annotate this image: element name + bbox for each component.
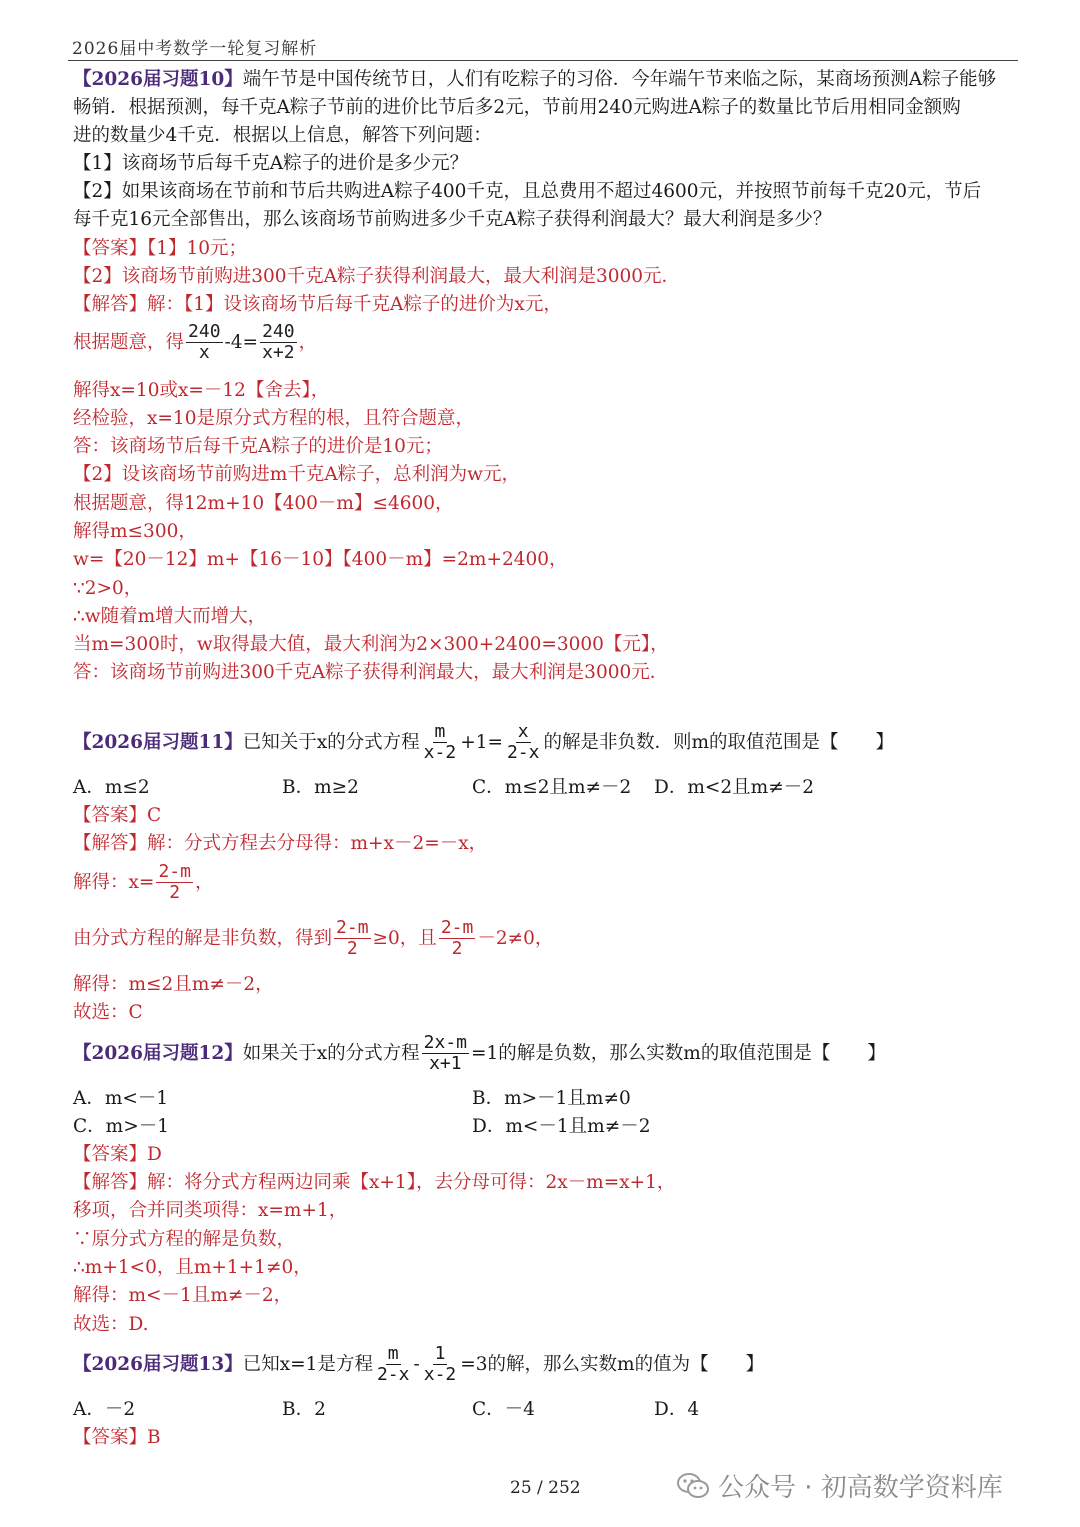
p13-q-mid: -: [413, 1353, 420, 1375]
watermark-text: 公众号 · 初高数学资料库: [718, 1473, 1003, 1503]
p10-line2: 畅销．根据预测，每千克A粽子节前的进价比节后多2元，节前用240元购进A粽子的数量比节后用相同金额购: [73, 97, 961, 118]
p10-sol2-pre: 根据题意，得: [73, 331, 185, 353]
p13-option-c: C．－4: [472, 1399, 535, 1420]
p10-sol13: 答：该商场节前购进300千克A粽子获得利润最大，最大利润是3000元．: [73, 662, 669, 683]
p10-sol10: ∵2>0，: [73, 578, 143, 599]
p10-line3: 进的数量少4千克．根据以上信息，解答下列问题：: [73, 125, 492, 146]
p11-s3-den1: 2: [346, 938, 358, 959]
p11-f1-den: x-2: [423, 742, 457, 763]
p11-q-mid: +1=: [460, 731, 503, 753]
p11-s2-den: 2: [169, 882, 181, 903]
p11-sol3-mid: ≥0，且: [372, 927, 437, 949]
p11-s3-num1: 2-m: [336, 917, 369, 938]
p11-sol2: [73, 862, 213, 903]
p11-s3-den2: 2: [451, 938, 463, 959]
p10-sol1: 【解答】解：【1】设该商场节后每千克A粽子的进价为x元，: [73, 294, 562, 315]
p12-answer: 【答案】D: [73, 1144, 162, 1165]
p11-sol2-pre: 解得：x=: [73, 871, 155, 893]
p10-sol9: w=【20－12】m+【16－10】【400－m】=2m+2400，: [73, 549, 568, 570]
p10-answer2: 【2】该商场节前购进300千克A粽子获得利润最大，最大利润是3000元．: [73, 266, 681, 287]
p11-s2-num: 2-m: [158, 861, 191, 882]
p10-tag: 【2026届习题10】: [73, 69, 243, 90]
p11-s3-num2: 2-m: [440, 917, 474, 938]
p11-answer: 【答案】C: [73, 805, 162, 826]
p13-option-d: D．4: [654, 1399, 700, 1420]
p13-q-post: =3的解，那么实数m的值为【 】: [460, 1353, 765, 1375]
p12-q-pre: 如果关于x的分式方程: [242, 1042, 420, 1064]
p12-f-num: 2x-m: [423, 1032, 468, 1053]
p10-line1: [73, 68, 996, 92]
p13-question: [73, 1344, 764, 1385]
p11-option-c: C．m≤2且m≠－2: [472, 777, 632, 798]
p11-sol3-fraction1: [334, 918, 371, 959]
p13-fraction2: [422, 1344, 459, 1385]
p12-option-a: A．m<－1: [73, 1088, 169, 1109]
p10-sol2-post: ，: [298, 331, 318, 353]
p13-fraction1: [375, 1344, 412, 1385]
p12-fraction: [422, 1033, 469, 1074]
p13-f2-num: 1: [434, 1343, 446, 1364]
header-divider: [68, 60, 1018, 61]
p11-f1-num: m: [434, 721, 446, 742]
p13-q-pre: 已知x=1是方程: [242, 1353, 373, 1375]
p12-q-post: =1的解是负数，那么实数m的取值范围是【 】: [471, 1042, 886, 1064]
p11-sol5: 故选：C: [73, 1002, 143, 1023]
p10-sol6: 【2】设该商场节前购进m千克A粽子，总利润为w元，: [73, 464, 521, 485]
p12-tag: 【2026届习题12】: [73, 1042, 243, 1064]
p12-option-d: D．m<－1且m≠－2: [472, 1116, 651, 1137]
p11-fraction1: [422, 722, 459, 763]
p12-sol2: 移项，合并同类项得：x=m+1，: [73, 1200, 348, 1221]
p12-sol6: 故选：D.: [73, 1314, 149, 1335]
p11-sol1: 【解答】解：分式方程去分母得：m+x－2=－x，: [73, 833, 488, 854]
page-number: 25 / 252: [510, 1478, 581, 1498]
p12-sol5: 解得：m<－1且m≠－2，: [73, 1285, 293, 1306]
p11-option-b: B．m≥2: [282, 777, 359, 798]
p11-sol3-pre: 由分式方程的解是非负数，得到: [73, 927, 333, 949]
p10-f1-num: 240: [188, 321, 221, 342]
p13-option-b: B．2: [282, 1399, 326, 1420]
p10-fraction2: [260, 322, 297, 363]
p13-option-a: A．－2: [73, 1399, 136, 1420]
p13-answer: 【答案】B: [73, 1427, 161, 1448]
p10-sol12: 当m=300时，w取得最大值，最大利润为2×300+2400=3000【元】，: [73, 634, 669, 655]
p10-sol7: 根据题意，得12m+10【400－m】≤4600，: [73, 493, 454, 514]
p10-sol5: 答：该商场节后每千克A粽子的进价是10元；: [73, 436, 443, 457]
p11-sol3: [73, 918, 553, 959]
p12-option-b: B．m>－1且m≠0: [472, 1088, 631, 1109]
page-header-title: 2026届中考数学一轮复习解析: [72, 39, 318, 59]
p13-f1-den: 2-x: [376, 1364, 410, 1385]
p10-sol8: 解得m≤300，: [73, 521, 197, 542]
p12-sol3: ∵原分式方程的解是负数，: [73, 1229, 296, 1250]
p11-question: [73, 722, 894, 763]
watermark: [676, 1467, 1003, 1504]
p10-f2-den: x+2: [262, 342, 295, 363]
wechat-icon: [676, 1471, 710, 1501]
p12-sol4: ∴m+1<0，且m+1+1≠0，: [73, 1257, 312, 1278]
p10-line4: 【1】该商场节后每千克A粽子的进价是多少元？: [73, 153, 469, 174]
p10-text1: 端午节是中国传统节日，人们有吃粽子的习俗．今年端午节来临之际，某商场预测A粽子能够: [242, 69, 997, 90]
p10-answer1: 【答案】【1】10元；: [73, 238, 248, 259]
p11-sol3-post: －2≠0，: [477, 927, 554, 949]
p11-sol3-fraction2: [439, 918, 476, 959]
p12-f-den: x+1: [429, 1053, 462, 1074]
p10-line5: 【2】如果该商场在节前和节后共购进A粽子400千克，且总费用不超过4600元，并按照节前每千克20元，节后: [73, 181, 982, 202]
p10-sol2-mid: -4=: [224, 331, 259, 353]
p10-fraction1: [186, 322, 223, 363]
p11-option-d: D．m<2且m≠－2: [654, 777, 814, 798]
p11-sol4: 解得：m≤2且m≠－2，: [73, 974, 274, 995]
p13-tag: 【2026届习题13】: [73, 1353, 243, 1375]
p13-f2-den: x-2: [423, 1364, 457, 1385]
p10-sol3: 解得x=10或x=－12【舍去】，: [73, 380, 330, 401]
p13-f1-num: m: [387, 1343, 399, 1364]
p11-option-a: A．m≤2: [73, 777, 150, 798]
p11-sol2-post: ，: [194, 871, 214, 893]
p11-q-post: 的解是非负数．则m的取值范围是【 】: [543, 731, 895, 753]
p11-sol2-fraction: [156, 862, 193, 903]
p11-q-pre: 已知关于x的分式方程: [242, 731, 420, 753]
p10-f2-num: 240: [262, 321, 295, 342]
p10-line6: 每千克16元全部售出，那么该商场节前购进多少千克A粽子获得利润最大？最大利润是多少？: [73, 209, 832, 230]
p10-sol4: 经检验，x=10是原分式方程的根，且符合题意，: [73, 408, 474, 429]
p11-tag: 【2026届习题11】: [73, 731, 243, 753]
p12-sol1: 【解答】解：将分式方程两边同乘【x+1】，去分母可得：2x－m=x+1，: [73, 1172, 676, 1193]
p11-fraction2: [505, 722, 542, 763]
p12-option-c: C．m>－1: [73, 1116, 169, 1137]
p11-f2-num: x: [517, 721, 529, 742]
p10-f1-den: x: [198, 342, 210, 363]
p11-f2-den: 2-x: [506, 742, 540, 763]
p10-sol2: [73, 322, 317, 363]
p10-sol11: ∴w随着m增大而增大，: [73, 606, 267, 627]
p12-question: [73, 1033, 886, 1074]
